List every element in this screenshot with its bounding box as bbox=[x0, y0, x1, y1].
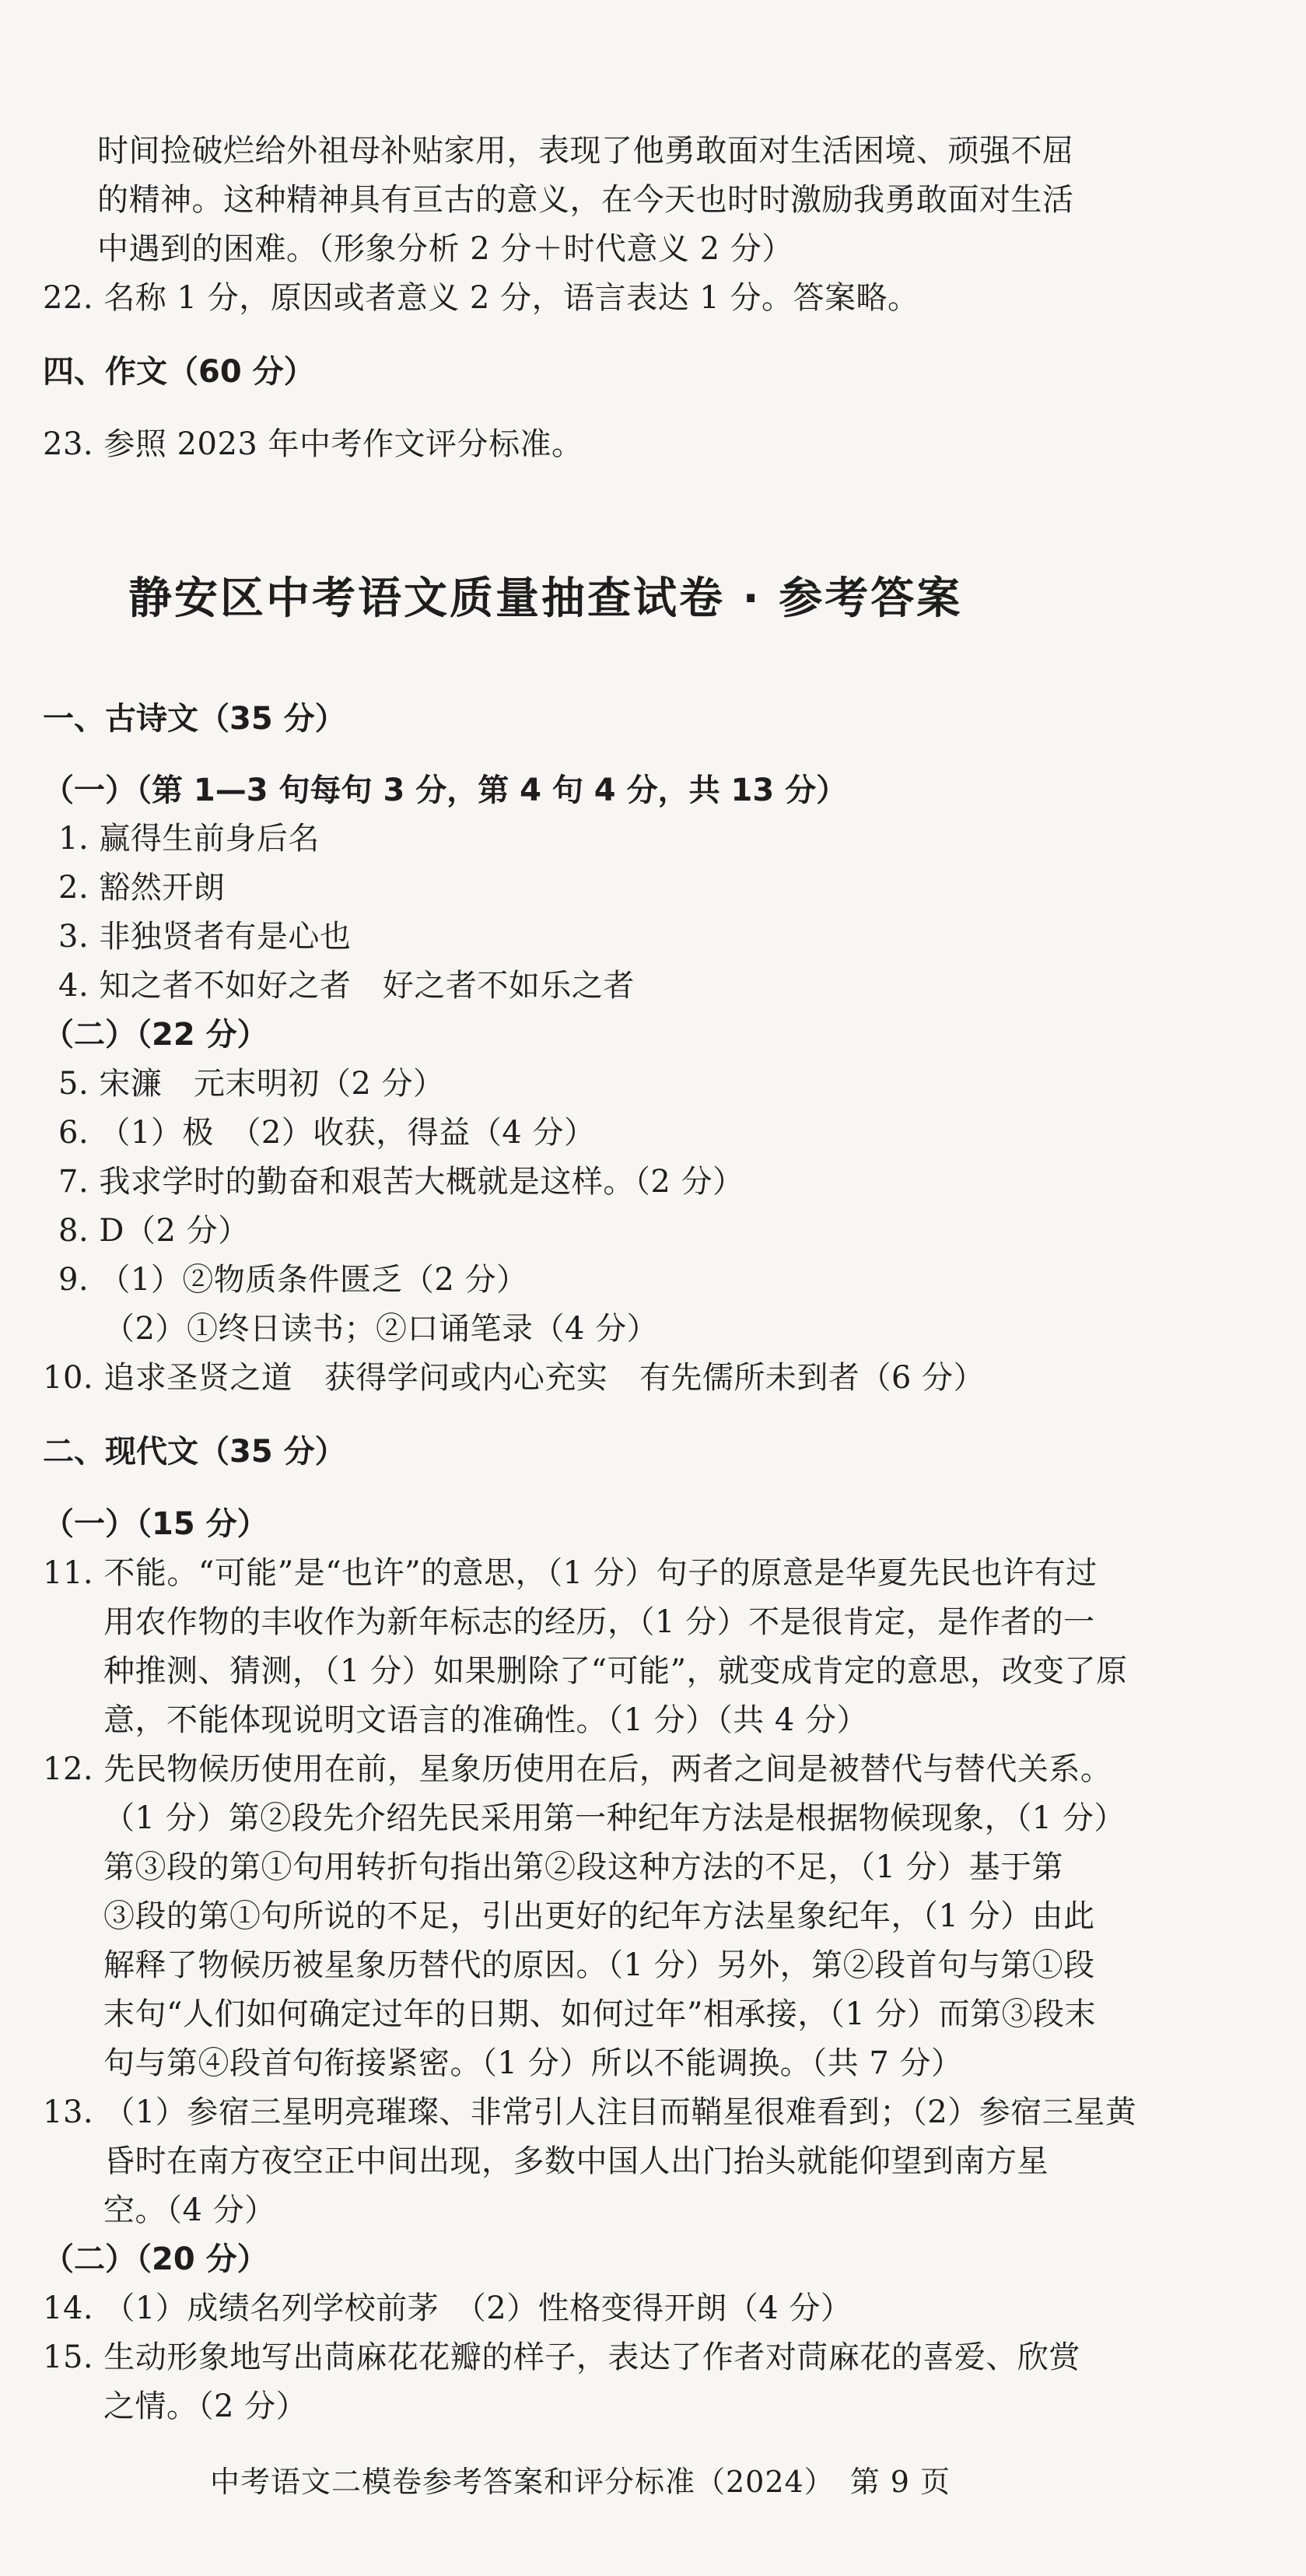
answer-continuation-line: 中遇到的困难。（形象分析 2 分＋时代意义 2 分） bbox=[97, 231, 793, 267]
answer-14: 14. （1）成绩名列学校前茅 （2）性格变得开朗（4 分） bbox=[43, 2290, 853, 2326]
answer-11-line: 种推测、猜测，（1 分）如果删除了“可能”，就变成肯定的意思，改变了原 bbox=[103, 1653, 1128, 1689]
answer-12-line: ③段的第①句所说的不足，引出更好的纪年方法星象纪年，（1 分）由此 bbox=[103, 1898, 1095, 1934]
section-heading-essay: 四、作文（60 分） bbox=[43, 354, 315, 390]
answer-9-part-2: （2）①终日读书；②口诵笔录（4 分） bbox=[103, 1311, 659, 1347]
answer-10: 10. 追求圣贤之道 获得学问或内心充实 有先儒所未到者（6 分） bbox=[43, 1360, 985, 1396]
answer-continuation-line: 时间捡破烂给外祖母补贴家用，表现了他勇敢面对生活困境、顽强不屈 bbox=[97, 133, 1074, 169]
answer-6: 6. （1）极 （2）收获，得益（4 分） bbox=[58, 1115, 596, 1151]
answer-12-line: 解释了物候历被星象历替代的原因。（1 分）另外，第②段首句与第①段 bbox=[103, 1947, 1095, 1983]
section-heading-modern: 二、现代文（35 分） bbox=[43, 1434, 346, 1470]
answer-8: 8. D（2 分） bbox=[58, 1213, 250, 1249]
answer-12-line: 末句“人们如何确定过年的日期、如何过年”相承接，（1 分）而第③段末 bbox=[103, 1996, 1097, 2032]
subsection-heading: （一）（15 分） bbox=[43, 1506, 268, 1542]
answer-11-line: 用农作物的丰收作为新年标志的经历，（1 分）不是很肯定，是作者的一 bbox=[103, 1604, 1095, 1640]
section-heading-classical: 一、古诗文（35 分） bbox=[43, 701, 346, 737]
page-footer: 中考语文二模卷参考答案和评分标准（2024） 第 9 页 bbox=[210, 2465, 951, 2499]
answer-12-line: （1 分）第②段先介绍先民采用第一种纪年方法是根据物候现象，（1 分） bbox=[103, 1800, 1126, 1836]
answer-12-line: 第③段的第①句用转折句指出第②段这种方法的不足，（1 分）基于第 bbox=[103, 1849, 1064, 1885]
answer-22: 22. 名称 1 分，原因或者意义 2 分，语言表达 1 分。答案略。 bbox=[43, 280, 919, 316]
answer-5: 5. 宋濂 元末明初（2 分） bbox=[58, 1066, 445, 1102]
answer-3: 3. 非独贤者有是心也 bbox=[58, 919, 352, 955]
subsection-heading: （二）（22 分） bbox=[43, 1017, 268, 1053]
answer-15: 15. 生动形象地写出茼麻花花瓣的样子，表达了作者对茼麻花的喜爱、欣赏 bbox=[43, 2339, 1080, 2375]
answer-13-line: 昏时在南方夜空正中间出现，多数中国人出门抬头就能仰望到南方星 bbox=[103, 2143, 1049, 2179]
answer-11: 11. 不能。“可能”是“也许”的意思，（1 分）句子的原意是华夏先民也许有过 bbox=[43, 1555, 1098, 1591]
answer-continuation-line: 的精神。这种精神具有亘古的意义，在今天也时时激励我勇敢面对生活 bbox=[97, 182, 1074, 218]
subsection-heading: （二）（20 分） bbox=[43, 2241, 268, 2277]
answer-4: 4. 知之者不如好之者 好之者不如乐之者 bbox=[58, 968, 635, 1004]
answer-2: 2. 豁然开朗 bbox=[58, 870, 226, 906]
subsection-heading: （一）（第 1—3 句每句 3 分，第 4 句 4 分，共 13 分） bbox=[43, 773, 848, 808]
answer-12: 12. 先民物候历使用在前，星象历使用在后，两者之间是被替代与替代关系。 bbox=[43, 1751, 1112, 1787]
answer-9: 9. （1）②物质条件匮乏（2 分） bbox=[58, 1262, 528, 1298]
answer-7: 7. 我求学时的勤奋和艰苦大概就是这样。（2 分） bbox=[58, 1164, 744, 1200]
answer-1: 1. 赢得生前身后名 bbox=[58, 821, 320, 857]
answer-13: 13. （1）参宿三星明亮璀璨、非常引人注目而鞘星很难看到；（2）参宿三星黄 bbox=[43, 2094, 1137, 2130]
answer-15-line: 之情。（2 分） bbox=[103, 2388, 308, 2424]
answer-11-line: 意，不能体现说明文语言的准确性。（1 分）（共 4 分） bbox=[103, 1702, 869, 1738]
answer-12-line: 句与第④段首句衔接紧密。（1 分）所以不能调换。（共 7 分） bbox=[103, 2045, 963, 2081]
page-title: 静安区中考语文质量抽查试卷 · 参考答案 bbox=[128, 573, 963, 624]
answer-23: 23. 参照 2023 年中考作文评分标准。 bbox=[43, 426, 583, 462]
answer-13-line: 空。（4 分） bbox=[103, 2192, 276, 2228]
